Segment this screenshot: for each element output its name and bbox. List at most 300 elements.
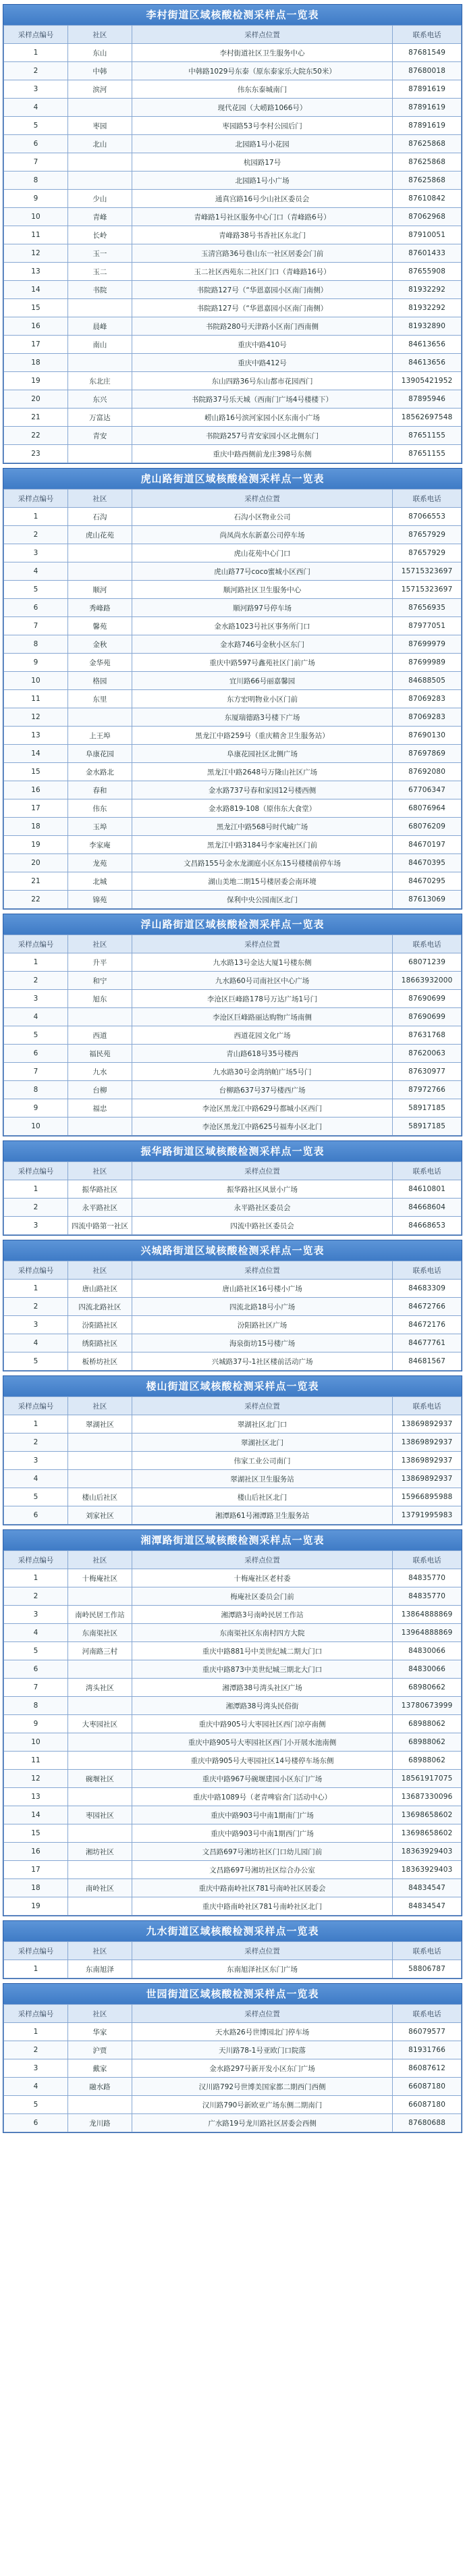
cell-phone: 87625868 [393, 135, 462, 153]
table-row [4, 1587, 462, 1606]
cell-phone: 13964888869 [393, 1624, 462, 1642]
cell-index: 3 [4, 1452, 68, 1470]
cell-community: 旭东 [67, 990, 132, 1008]
table-row [4, 1879, 462, 1897]
cell-location: 重庆中路西侧前龙庄398号东侧 [132, 445, 392, 463]
cell-location: 重庆中路967号碗堰建园小区东门广场 [132, 1770, 392, 1788]
cell-location: 李村街道社区卫生服务中心 [132, 44, 392, 62]
cell-location: 广水路19号龙川路社区居委会西侧 [132, 2114, 392, 2132]
district-section [3, 1140, 462, 1236]
cell-index: 8 [4, 635, 68, 654]
cell-phone: 81931766 [393, 2041, 462, 2059]
cell-location: 金水路737号春和家园12号楼西侧 [132, 781, 392, 799]
cell-index: 19 [4, 836, 68, 854]
cell-phone: 87891619 [393, 99, 462, 117]
cell-index: 11 [4, 226, 68, 244]
cell-location: 梅庵社区委员会门前 [132, 1587, 392, 1606]
cell-phone: 87692080 [393, 763, 462, 781]
cell-community: 滨河 [67, 80, 132, 99]
table-header-row [4, 935, 462, 953]
cell-community: 东北庄 [67, 372, 132, 390]
cell-phone: 84670395 [393, 854, 462, 872]
cell-index: 1 [4, 44, 68, 62]
cell-index: 5 [4, 117, 68, 135]
cell-community: 东山 [67, 44, 132, 62]
cell-community: 福民苑 [67, 1045, 132, 1063]
cell-phone: 87681549 [393, 44, 462, 62]
cell-location: 青峰路38号书香社区东北门 [132, 226, 392, 244]
cell-index: 6 [4, 2114, 68, 2132]
table-row [4, 1752, 462, 1770]
table-row [4, 2114, 462, 2132]
cell-community: 玉二 [67, 263, 132, 281]
table-header-row [4, 1261, 462, 1280]
sampling-table [3, 489, 462, 909]
cell-index: 6 [4, 599, 68, 617]
cell-phone: 87697869 [393, 745, 462, 763]
table-row [4, 1099, 462, 1118]
header-phone: 联系电话 [393, 2005, 462, 2023]
table-row [4, 990, 462, 1008]
cell-index: 3 [4, 1316, 68, 1334]
cell-phone: 13687330096 [393, 1788, 462, 1806]
cell-community: 顺河 [67, 581, 132, 599]
cell-community: 阜康花园 [67, 745, 132, 763]
header-phone: 联系电话 [393, 1942, 462, 1960]
table-row [4, 1352, 462, 1371]
sampling-table [3, 1261, 462, 1371]
cell-phone: 68071239 [393, 953, 462, 972]
table-row [4, 799, 462, 818]
cell-community: 石沟 [67, 508, 132, 526]
header-community: 社区 [67, 1942, 132, 1960]
table-row [4, 1452, 462, 1470]
cell-location: 西道花园文化广场 [132, 1026, 392, 1045]
table-header-row [4, 1551, 462, 1569]
table-header-row [4, 26, 462, 44]
cell-community: 金秋 [67, 635, 132, 654]
cell-location: 九水路13号金达大厦1号楼东侧 [132, 953, 392, 972]
cell-phone: 18663932000 [393, 972, 462, 990]
district-section [3, 1240, 462, 1371]
cell-index: 14 [4, 1806, 68, 1824]
cell-location: 重庆中路410号 [132, 336, 392, 354]
cell-community: 上王埠 [67, 727, 132, 745]
cell-community: 板桥坊社区 [67, 1352, 132, 1371]
cell-index: 3 [4, 1606, 68, 1624]
cell-community: 四流北路社区 [67, 1298, 132, 1316]
cell-location: 李沧区巨峰路丽达购物广场南侧 [132, 1008, 392, 1026]
cell-phone: 84610801 [393, 1180, 462, 1199]
cell-community: 汾阳路社区 [67, 1316, 132, 1334]
cell-index: 5 [4, 1642, 68, 1660]
table-row [4, 1788, 462, 1806]
cell-phone: 18363929403 [393, 1861, 462, 1879]
table-row [4, 1606, 462, 1624]
cell-location: 重庆中路905号大枣园社区西门小开展水池南侧 [132, 1733, 392, 1752]
cell-community [67, 1697, 132, 1715]
section-title: 九水街道区域核酸检测采样点一览表 [3, 1921, 462, 1941]
header-community: 社区 [67, 1261, 132, 1280]
cell-index: 10 [4, 208, 68, 226]
cell-community: 金华苑 [67, 654, 132, 672]
cell-index: 3 [4, 544, 68, 562]
cell-location: 保利中央公园南区北门 [132, 891, 392, 909]
cell-community: 戴家 [67, 2059, 132, 2078]
cell-location: 李沧区黑龙江中路625号福寿小区北门 [132, 1118, 392, 1136]
cell-community: 中韩 [67, 62, 132, 80]
cell-phone: 87657929 [393, 526, 462, 544]
cell-location: 金水路819-108（原伟东大食堂） [132, 799, 392, 818]
district-section [3, 1375, 462, 1525]
cell-phone: 87620063 [393, 1045, 462, 1063]
cell-location: 重庆中路903号中南1期南门广场 [132, 1806, 392, 1824]
cell-community [67, 354, 132, 372]
cell-community: 春和 [67, 781, 132, 799]
cell-index: 19 [4, 1897, 68, 1916]
cell-index: 5 [4, 2096, 68, 2114]
cell-phone: 13869892937 [393, 1470, 462, 1488]
cell-index: 22 [4, 427, 68, 445]
table-row [4, 562, 462, 581]
table-row [4, 1861, 462, 1879]
cell-index: 17 [4, 799, 68, 818]
cell-location: 重庆中路南岭社区781号南岭社区居委会 [132, 1879, 392, 1897]
cell-phone: 84613656 [393, 336, 462, 354]
table-row [4, 745, 462, 763]
cell-phone: 87699979 [393, 635, 462, 654]
cell-community: 东南渠社区 [67, 1624, 132, 1642]
cell-location: 宜川路66号丽嘉馨园 [132, 672, 392, 690]
table-row [4, 708, 462, 727]
cell-phone: 13780673999 [393, 1697, 462, 1715]
table-row [4, 44, 462, 62]
table-row [4, 581, 462, 599]
cell-phone: 81932292 [393, 299, 462, 317]
cell-index: 16 [4, 781, 68, 799]
cell-phone: 86079577 [393, 2023, 462, 2041]
cell-index: 9 [4, 1099, 68, 1118]
cell-phone: 87690699 [393, 1008, 462, 1026]
table-row [4, 1470, 462, 1488]
cell-location: 楼山后社区北门 [132, 1488, 392, 1506]
cell-index: 4 [4, 1334, 68, 1352]
table-row [4, 2059, 462, 2078]
cell-community [67, 1733, 132, 1752]
cell-location: 伟东东泰城南门 [132, 80, 392, 99]
cell-location: 青峰路1号社区服务中心门口（青峰路6号） [132, 208, 392, 226]
cell-index: 4 [4, 1624, 68, 1642]
cell-community: 北山 [67, 135, 132, 153]
cell-phone: 84681567 [393, 1352, 462, 1371]
cell-phone: 87625868 [393, 172, 462, 190]
section-title: 世园街道区域核酸检测采样点一览表 [3, 1984, 462, 2004]
cell-index: 12 [4, 708, 68, 727]
cell-index: 12 [4, 244, 68, 263]
table-row [4, 445, 462, 463]
cell-community: 华家 [67, 2023, 132, 2041]
district-section [3, 914, 462, 1136]
cell-phone: 13864888869 [393, 1606, 462, 1624]
cell-index: 15 [4, 299, 68, 317]
cell-index: 4 [4, 1470, 68, 1488]
table-row [4, 299, 462, 317]
table-row [4, 1824, 462, 1843]
table-row [4, 1770, 462, 1788]
cell-location: 东南旭泽社区东门广场 [132, 1960, 392, 1978]
cell-location: 北园路1号小广场 [132, 172, 392, 190]
cell-community [67, 544, 132, 562]
cell-phone: 87601433 [393, 244, 462, 263]
table-row [4, 872, 462, 891]
cell-index: 16 [4, 1843, 68, 1861]
cell-location: 翠湖社区卫生服务站 [132, 1470, 392, 1488]
cell-community [67, 562, 132, 581]
cell-phone: 84835770 [393, 1569, 462, 1587]
cell-phone: 84668604 [393, 1199, 462, 1217]
cell-location: 湘潭路61号湘潭路卫生服务站 [132, 1506, 392, 1525]
table-row [4, 972, 462, 990]
cell-phone: 84683309 [393, 1280, 462, 1298]
section-title: 兴城路街道区域核酸检测采样点一览表 [3, 1240, 462, 1261]
cell-phone: 87656935 [393, 599, 462, 617]
cell-community: 沪贾 [67, 2041, 132, 2059]
cell-community: 楼山后社区 [67, 1488, 132, 1506]
cell-community: 李家庵 [67, 836, 132, 854]
cell-index: 17 [4, 336, 68, 354]
table-row [4, 1897, 462, 1916]
table-row [4, 836, 462, 854]
cell-location: 东山四路36号东山都市花园西门 [132, 372, 392, 390]
cell-index: 5 [4, 581, 68, 599]
cell-phone: 13869892937 [393, 1434, 462, 1452]
cell-index: 15 [4, 763, 68, 781]
table-row [4, 818, 462, 836]
cell-index: 22 [4, 891, 68, 909]
header-index: 采样点编号 [4, 935, 68, 953]
header-location: 采样点位置 [132, 26, 392, 44]
table-row [4, 244, 462, 263]
cell-community: 永平路社区 [67, 1199, 132, 1217]
cell-location: 玉清宫路36号巷山东一社区居委会门前 [132, 244, 392, 263]
cell-phone: 66087180 [393, 2078, 462, 2096]
cell-phone: 13869892937 [393, 1415, 462, 1434]
cell-phone: 87699989 [393, 654, 462, 672]
cell-community [67, 1752, 132, 1770]
cell-location: 四流北路18号小广场 [132, 1298, 392, 1316]
cell-community: 长岭 [67, 226, 132, 244]
cell-index: 3 [4, 80, 68, 99]
cell-phone: 87651155 [393, 427, 462, 445]
table-row [4, 508, 462, 526]
cell-community: 唐山路社区 [67, 1280, 132, 1298]
table-row [4, 427, 462, 445]
cell-phone: 87690130 [393, 727, 462, 745]
cell-location: 黑龙江中路259号（重庆精舍卫生服务站） [132, 727, 392, 745]
table-row [4, 1415, 462, 1434]
cell-location: 翠湖社区北门口 [132, 1415, 392, 1434]
cell-phone: 84668653 [393, 1217, 462, 1235]
table-row [4, 854, 462, 872]
cell-index: 2 [4, 2041, 68, 2059]
header-community: 社区 [67, 2005, 132, 2023]
cell-phone: 67706347 [393, 781, 462, 799]
cell-phone: 84834547 [393, 1879, 462, 1897]
cell-community [67, 708, 132, 727]
header-index: 采样点编号 [4, 1551, 68, 1569]
cell-community: 伟东 [67, 799, 132, 818]
cell-index: 11 [4, 690, 68, 708]
cell-index: 9 [4, 190, 68, 208]
table-row [4, 544, 462, 562]
cell-index: 4 [4, 99, 68, 117]
cell-index: 1 [4, 1280, 68, 1298]
table-row [4, 1843, 462, 1861]
district-section [3, 4, 462, 464]
cell-location: 黑龙江中路3184号李家庵社区门前 [132, 836, 392, 854]
table-row [4, 1806, 462, 1824]
table-row [4, 2078, 462, 2096]
table-row [4, 1660, 462, 1679]
cell-community: 锦苑 [67, 891, 132, 909]
header-phone: 联系电话 [393, 1261, 462, 1280]
cell-location: 唐山路社区16号楼小广场 [132, 1280, 392, 1298]
table-row [4, 1697, 462, 1715]
cell-phone: 87069283 [393, 708, 462, 727]
cell-index: 1 [4, 1960, 68, 1978]
cell-index: 1 [4, 1569, 68, 1587]
section-title: 李村街道区域核酸检测采样点一览表 [3, 5, 462, 25]
cell-phone: 86087612 [393, 2059, 462, 2078]
cell-location: 振华路社区风景小广场 [132, 1180, 392, 1199]
cell-community [67, 1788, 132, 1806]
table-row [4, 2023, 462, 2041]
cell-index: 7 [4, 1679, 68, 1697]
sampling-table [3, 1941, 462, 1978]
cell-community: 大枣园社区 [67, 1715, 132, 1733]
cell-phone: 87651155 [393, 445, 462, 463]
cell-phone: 87610842 [393, 190, 462, 208]
cell-index: 4 [4, 1008, 68, 1026]
cell-index: 5 [4, 1352, 68, 1371]
cell-phone: 87062968 [393, 208, 462, 226]
header-phone: 联系电话 [393, 1551, 462, 1569]
cell-community: 格园 [67, 672, 132, 690]
cell-location: 通真宫路16号少山社区委员会 [132, 190, 392, 208]
table-row [4, 372, 462, 390]
cell-community: 北城 [67, 872, 132, 891]
table-row [4, 354, 462, 372]
cell-index: 18 [4, 818, 68, 836]
cell-location: 湖山美地二期15号楼居委会南环境 [132, 872, 392, 891]
cell-community: 西道 [67, 1026, 132, 1045]
table-row [4, 1334, 462, 1352]
cell-phone: 87069283 [393, 690, 462, 708]
cell-community [67, 1452, 132, 1470]
table-header-row [4, 1397, 462, 1415]
cell-location: 东方宏明物业小区门前 [132, 690, 392, 708]
cell-index: 18 [4, 354, 68, 372]
sampling-table [3, 1396, 462, 1525]
header-phone: 联系电话 [393, 935, 462, 953]
cell-community: 龙苑 [67, 854, 132, 872]
cell-community: 金水路北 [67, 763, 132, 781]
cell-index: 14 [4, 281, 68, 299]
table-row [4, 317, 462, 336]
cell-phone: 84670295 [393, 872, 462, 891]
cell-index: 1 [4, 1415, 68, 1434]
cell-phone: 68988062 [393, 1752, 462, 1770]
cell-index: 17 [4, 1861, 68, 1879]
cell-index: 2 [4, 526, 68, 544]
cell-location: 顺河路社区卫生服务中心 [132, 581, 392, 599]
cell-community: 青安 [67, 427, 132, 445]
cell-community: 秀峰路 [67, 599, 132, 617]
cell-phone: 84688505 [393, 672, 462, 690]
cell-index: 3 [4, 990, 68, 1008]
table-row [4, 526, 462, 544]
cell-community: 青峰 [67, 208, 132, 226]
cell-location: 天川路78-1号亚欧门口院落 [132, 2041, 392, 2059]
cell-index: 8 [4, 1081, 68, 1099]
table-row [4, 1569, 462, 1587]
cell-phone: 18562697548 [393, 409, 462, 427]
cell-community [67, 1008, 132, 1026]
cell-location: 汾阳路社区广场 [132, 1316, 392, 1334]
cell-phone: 87680018 [393, 62, 462, 80]
table-row [4, 390, 462, 409]
cell-community: 枣园 [67, 117, 132, 135]
cell-location: 汉川路792号世博美国家都二期西门西侧 [132, 2078, 392, 2096]
cell-community [67, 99, 132, 117]
cell-community: 万富达 [67, 409, 132, 427]
cell-location: 枣园路53号李村公园后门 [132, 117, 392, 135]
cell-phone: 84835770 [393, 1587, 462, 1606]
cell-index: 7 [4, 617, 68, 635]
cell-location: 湘潭路38号湾头社区广场 [132, 1679, 392, 1697]
cell-community [67, 2096, 132, 2114]
cell-community: 玉埠 [67, 818, 132, 836]
table-row [4, 208, 462, 226]
cell-location: 四流中路社区委员会 [132, 1217, 392, 1235]
header-location: 采样点位置 [132, 1942, 392, 1960]
cell-phone: 87066553 [393, 508, 462, 526]
cell-community: 南山 [67, 336, 132, 354]
cell-community: 少山 [67, 190, 132, 208]
cell-location: 重庆中路881号中美世纪城二期大门口 [132, 1642, 392, 1660]
cell-location: 书院路280号天津路小区南门西南侧 [132, 317, 392, 336]
cell-phone: 15715323697 [393, 581, 462, 599]
header-location: 采样点位置 [132, 1162, 392, 1180]
cell-location: 崂山路16号滨河家园小区东南小广场 [132, 409, 392, 427]
sampling-table [3, 2004, 462, 2132]
cell-phone: 13698658602 [393, 1824, 462, 1843]
header-phone: 联系电话 [393, 1162, 462, 1180]
cell-index: 19 [4, 372, 68, 390]
cell-index: 4 [4, 562, 68, 581]
cell-community: 枣园社区 [67, 1806, 132, 1824]
header-index: 采样点编号 [4, 1261, 68, 1280]
cell-location: 重庆中路1089号（老青啤宿舍门活动中心） [132, 1788, 392, 1806]
cell-location: 重庆中路597号鑫苑社区门前广场 [132, 654, 392, 672]
cell-community: 绣阳路社区 [67, 1334, 132, 1352]
header-community: 社区 [67, 1397, 132, 1415]
cell-community: 升平 [67, 953, 132, 972]
cell-community [67, 299, 132, 317]
cell-location: 文昌路155号金水龙湖庭小区东15号楼楼前停车场 [132, 854, 392, 872]
cell-community: 湘坊社区 [67, 1843, 132, 1861]
table-row [4, 2041, 462, 2059]
